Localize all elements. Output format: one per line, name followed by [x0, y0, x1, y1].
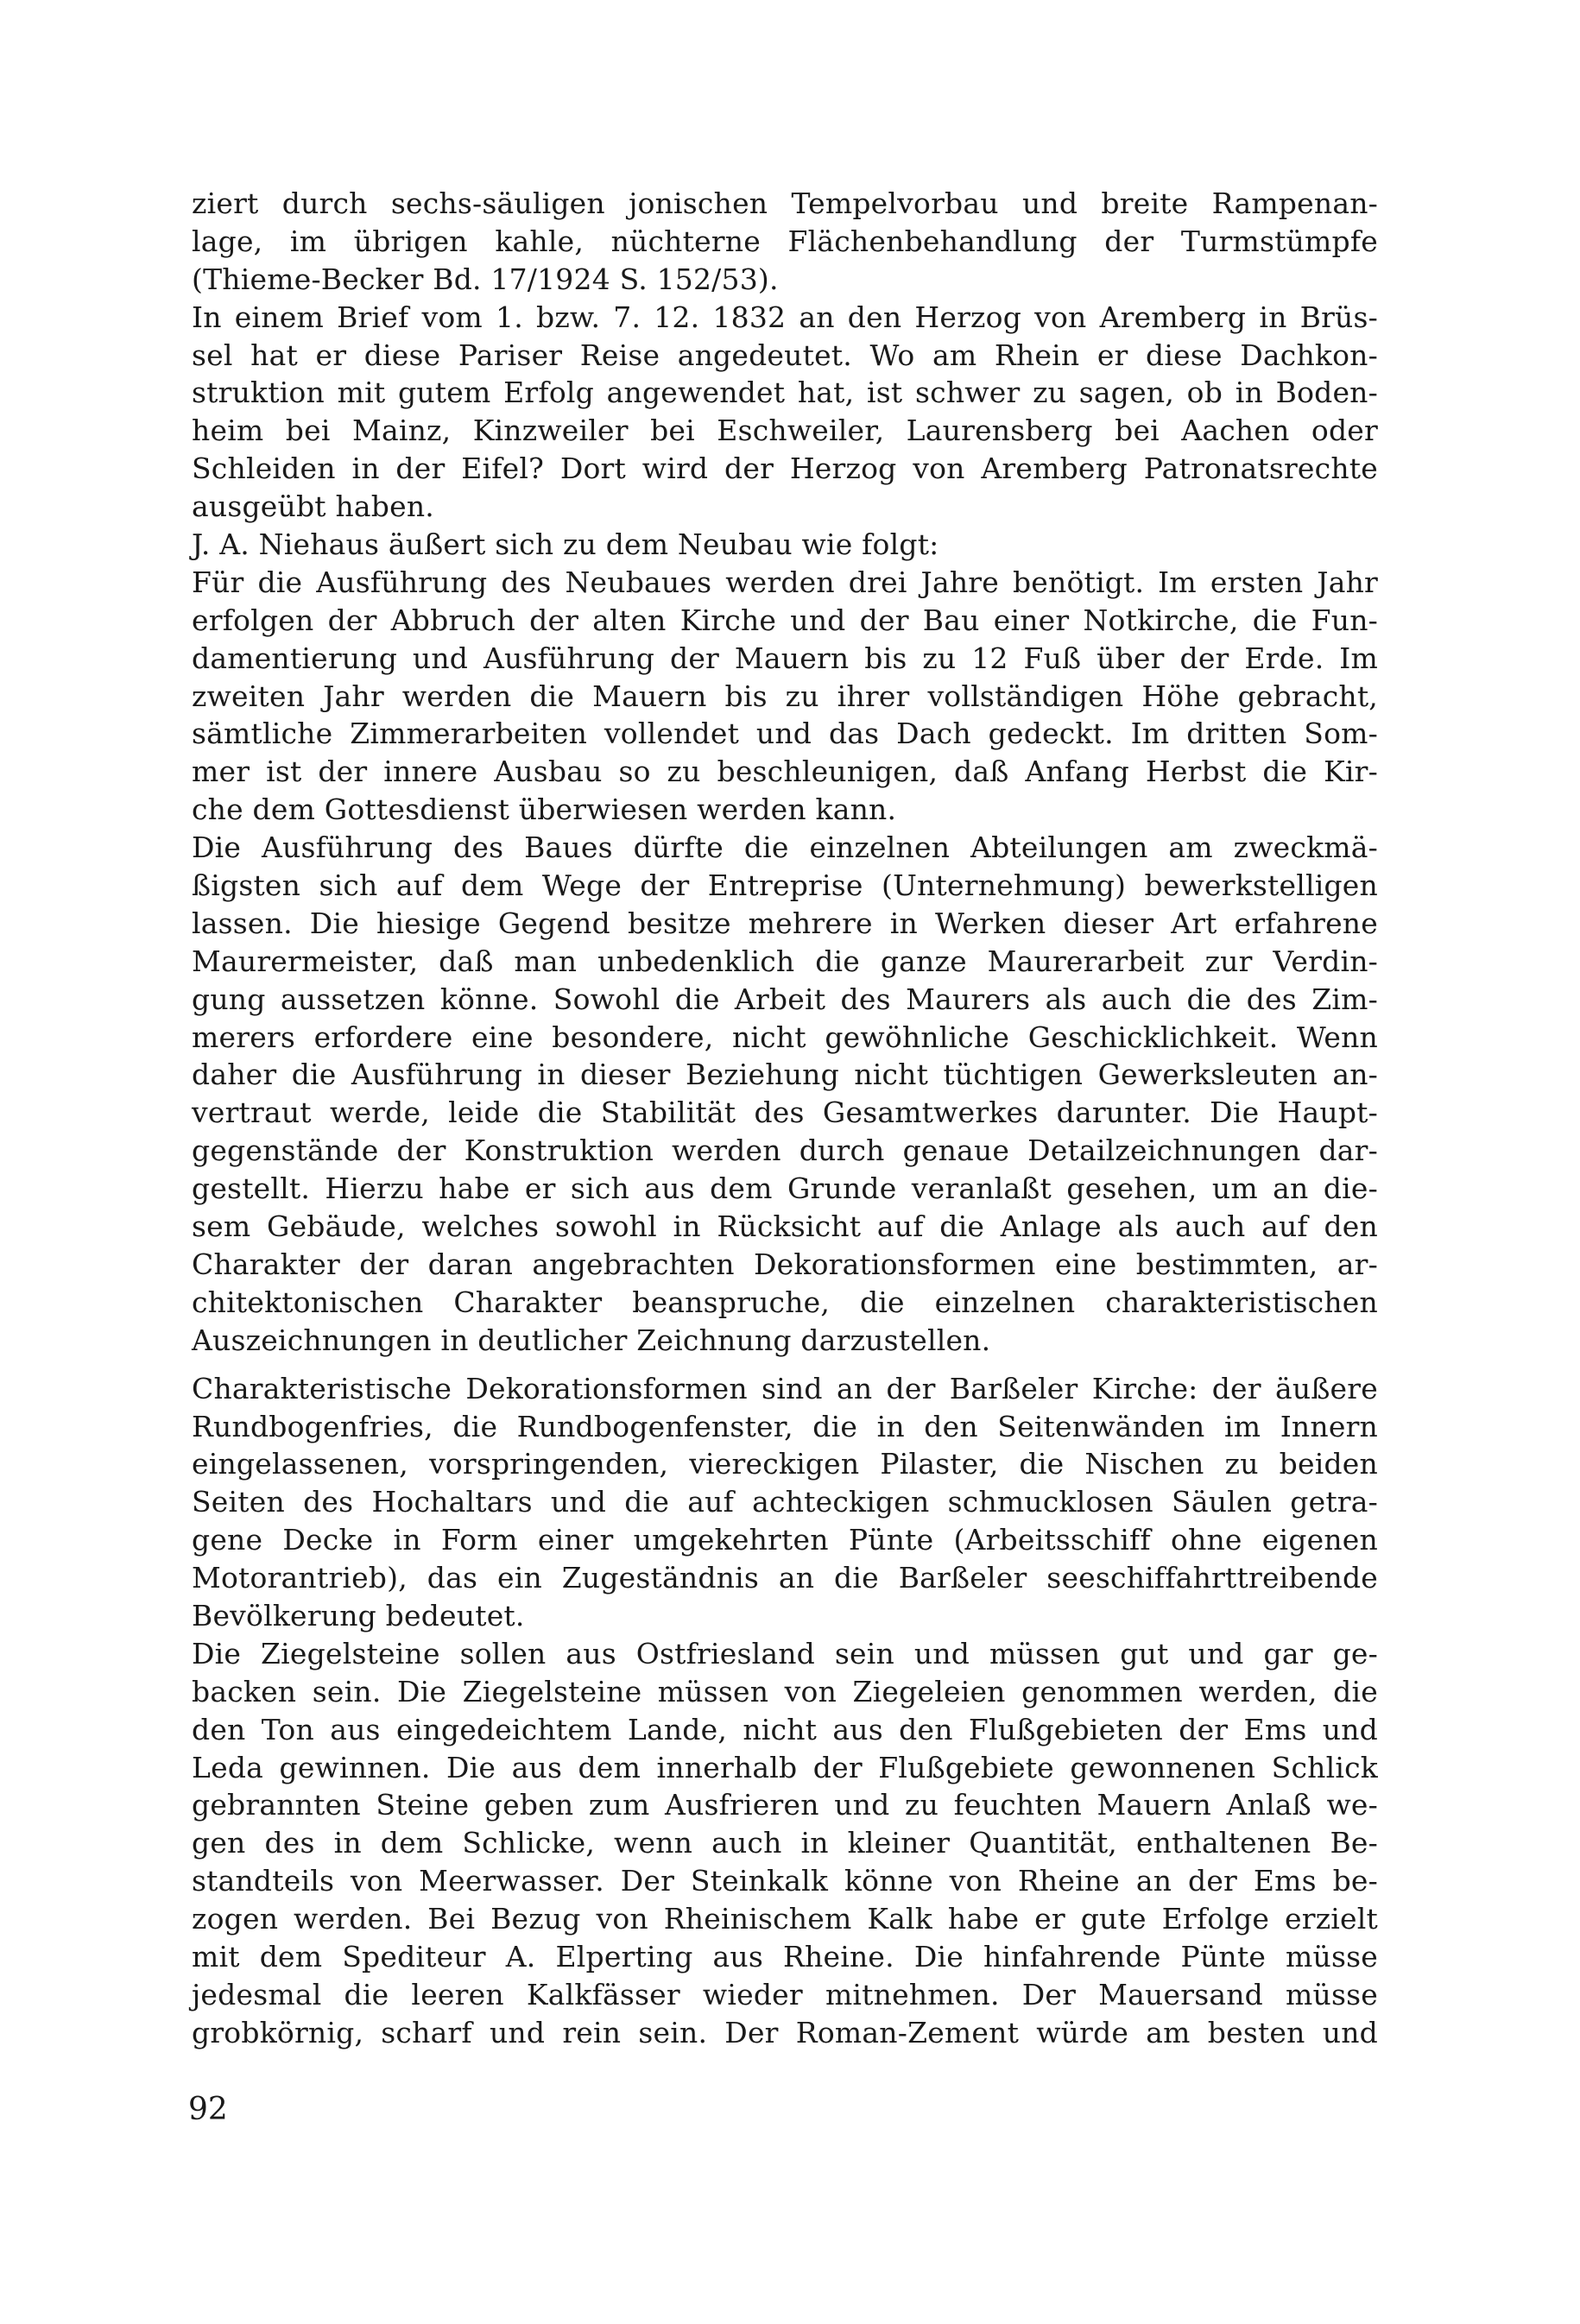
text-line: Leda gewinnen. Die aus dem innerhalb der Flußgebiete gewonnenen Schlick [192, 1750, 1378, 1784]
text-line: jedesmal die leeren Kalkfässer wieder mitnehmen. Der Mauersand müsse [192, 1977, 1378, 2011]
text-line: standteils von Meerwasser. Der Steinkalk könne von Rheine an der Ems be- [192, 1864, 1378, 1898]
text-line: mit dem Spediteur A. Elperting aus Rheine. Die hinfahrende Pünte müsse [192, 1939, 1378, 1974]
text-line: vertraut werde, leide die Stabilität des Gesamtwerkes darunter. Die Haupt- [192, 1096, 1378, 1130]
text-line: sem Gebäude, welches sowohl in Rücksicht auf die Anlage als auch auf den [192, 1209, 1378, 1244]
paragraph [192, 1635, 1378, 2052]
text-line: merers erfordere eine besondere, nicht gewöhnliche Geschicklichkeit. Wenn [192, 1020, 1378, 1054]
text-line: gene Decke in Form einer umgekehrten Pünte (Arbeitsschiff ohne eigenen [192, 1523, 1378, 1557]
text-line: (Thieme-Becker Bd. 17/1924 S. 152/53). [192, 262, 779, 296]
body-text [192, 185, 1378, 2052]
text-line: Maurermeister, daß man unbedenklich die ganze Maurerarbeit zur Verdin- [192, 944, 1378, 978]
text-line: Bevölkerung bedeutet. [192, 1598, 525, 1632]
text-line: gestellt. Hierzu habe er sich aus dem Grunde veranlaßt gesehen, um an die- [192, 1171, 1378, 1206]
text-line: che dem Gottesdienst überwiesen werden kann. [192, 793, 897, 827]
text-line: Motorantrieb), das ein Zugeständnis an die Barßeler seeschiffahrttreibende [192, 1561, 1378, 1595]
page-number: 92 [188, 2092, 228, 2127]
paragraph [192, 299, 1378, 526]
paragraph [192, 1370, 1378, 1635]
text-line: gegenstände der Konstruktion werden durch genaue Detailzeichnungen dar- [192, 1134, 1378, 1168]
text-line: gen des in dem Schlicke, wenn auch in kleiner Quantität, enthaltenen Be- [192, 1826, 1378, 1860]
text-line: zweiten Jahr werden die Mauern bis zu ihrer vollständigen Höhe gebracht, [192, 679, 1378, 713]
text-line: backen sein. Die Ziegelsteine müssen von Ziegeleien genommen werden, die [192, 1674, 1378, 1708]
text-line: Die Ausführung des Baues dürfte die einzelnen Abteilungen am zweckmä- [192, 830, 1378, 865]
text-line: ßigsten sich auf dem Wege der Entreprise (Unternehmung) bewerkstelligen [192, 868, 1378, 903]
text-line: Schleiden in der Eifel? Dort wird der Herzog von Aremberg Patronatsrechte [192, 452, 1378, 486]
text-line: Auszeichnungen in deutlicher Zeichnung darzustellen. [192, 1323, 991, 1357]
text-line: gung aussetzen könne. Sowohl die Arbeit des Maurers als auch die des Zim- [192, 982, 1378, 1016]
text-line: ziert durch sechs-säuligen jonischen Tempelvorbau und breite Rampenan- [192, 186, 1378, 220]
text-line: zogen werden. Bei Bezug von Rheinischem Kalk habe er gute Erfolge erzielt [192, 1902, 1378, 1936]
paragraph [192, 185, 1378, 299]
paragraph [192, 526, 1378, 564]
text-line: lassen. Die hiesige Gegend besitze mehrere in Werken dieser Art erfahrene [192, 906, 1378, 940]
text-line: mer ist der innere Ausbau so zu beschleunigen, daß Anfang Herbst die Kir- [192, 755, 1378, 789]
text-line: heim bei Mainz, Kinzweiler bei Eschweiler, Laurensberg bei Aachen oder [192, 414, 1378, 448]
text-line: daher die Ausführung in dieser Beziehung nicht tüchtigen Gewerksleuten an- [192, 1058, 1378, 1092]
text-line: In einem Brief vom 1. bzw. 7. 12. 1832 an den Herzog von Aremberg in Brüs- [192, 300, 1378, 334]
paragraph [192, 829, 1378, 1359]
text-line: Charakteristische Dekorationsformen sind an der Barßeler Kirche: der äußere [192, 1371, 1378, 1405]
text-line: ausgeübt haben. [192, 489, 434, 524]
text-line: Seiten des Hochaltars und die auf achteckigen schmucklosen Säulen getra- [192, 1485, 1378, 1519]
text-line: J. A. Niehaus äußert sich zu dem Neubau wie folgt: [192, 527, 939, 562]
text-line: sämtliche Zimmerarbeiten vollendet und das Dach gedeckt. Im dritten Som- [192, 717, 1378, 751]
text-line: den Ton aus eingedeichtem Lande, nicht aus den Flußgebieten der Ems und [192, 1712, 1378, 1746]
text-line: erfolgen der Abbruch der alten Kirche und der Bau einer Notkirche, die Fun- [192, 603, 1378, 637]
text-line: Die Ziegelsteine sollen aus Ostfriesland sein und müssen gut und gar ge- [192, 1636, 1378, 1670]
text-line: grobkörnig, scharf und rein sein. Der Roman-Zement würde am besten und [192, 2015, 1378, 2049]
text-line: gebrannten Steine geben zum Ausfrieren und zu feuchten Mauern Anlaß we- [192, 1788, 1378, 1822]
text-line: Rundbogenfries, die Rundbogenfenster, die in den Seitenwänden im Innern [192, 1409, 1378, 1443]
paragraph [192, 564, 1378, 829]
text-line: chitektonischen Charakter beanspruche, die einzelnen charakteristischen [192, 1285, 1378, 1319]
text-line: struktion mit gutem Erfolg angewendet hat, ist schwer zu sagen, ob in Boden- [192, 376, 1378, 410]
text-line: eingelassenen, vorspringenden, viereckigen Pilaster, die Nischen zu beiden [192, 1447, 1378, 1481]
text-line: damentierung und Ausführung der Mauern bis zu 12 Fuß über der Erde. Im [192, 641, 1378, 675]
text-line: Für die Ausführung des Neubaues werden drei Jahre benötigt. Im ersten Jahr [192, 565, 1378, 599]
text-line: sel hat er diese Pariser Reise angedeutet. Wo am Rhein er diese Dachkon- [192, 338, 1378, 372]
text-line: lage, im übrigen kahle, nüchterne Flächenbehandlung der Turmstümpfe [192, 224, 1378, 258]
paragraph-gap [192, 1360, 1378, 1370]
text-line: Charakter der daran angebrachten Dekorationsformen eine bestimmten, ar- [192, 1247, 1378, 1281]
